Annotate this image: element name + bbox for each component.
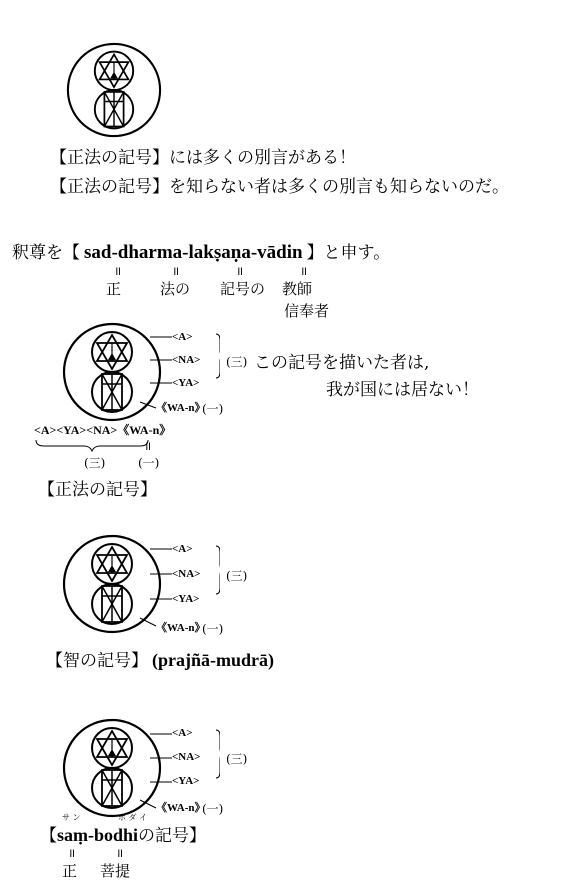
equals-mark: ॥ [116, 846, 124, 860]
intro-line-1: 【正法の記号】には多くの別言がある！ [50, 148, 356, 168]
label-a: <A> [172, 543, 193, 555]
formula-one: (一) [138, 456, 160, 470]
equals-mark: ॥ [114, 264, 122, 278]
label-na: <NA> [172, 568, 201, 580]
section1-heading [12, 243, 390, 263]
heading-lead: 釈尊を【 [12, 243, 80, 263]
label-a: <A> [172, 331, 193, 343]
wisdom-sanskrit: (prajñā-mudrā) [152, 650, 274, 670]
gloss-laksana: 記号の [220, 280, 266, 298]
label-three: (三) [226, 569, 248, 583]
label-a: <A> [172, 727, 193, 739]
label-one: (一) [202, 622, 224, 636]
intro-line-2: 【正法の記号】を知らない者は多くの別言も知らないのだ。 [50, 177, 509, 197]
formula: <A><YA><NA>《WA-n》 [34, 423, 172, 437]
wisdom-name: 【智の記号】 [46, 651, 148, 671]
dharma-emblem-top [66, 42, 162, 138]
label-one: (一) [202, 402, 224, 416]
note-line-2: 我が国には居ない！ [326, 380, 479, 400]
heading-tail: 】と申す。 [306, 243, 391, 263]
equals-mark: ॥ [172, 264, 180, 278]
gloss-vadin-2: 信奉者 [284, 302, 330, 320]
label-wan: 《WA-n》 [156, 622, 206, 634]
formula-three: (三) [84, 456, 106, 470]
label-one: (一) [202, 802, 224, 816]
label-na: <NA> [172, 751, 201, 763]
note-line-1: この記号を描いた者は, [254, 353, 430, 373]
gloss-sad: 正 [106, 280, 122, 298]
label-wan: 《WA-n》 [156, 802, 206, 814]
gloss-sam: 正 [62, 862, 78, 880]
equals-mark: ॥ [236, 264, 244, 278]
ruby-san: サ ン [62, 813, 81, 822]
name-open: 【 [40, 826, 57, 846]
label-three: (三) [226, 752, 248, 766]
sambodhi-sanskrit: saṃ-bodhi [57, 825, 139, 845]
equals-mark: ॥ [68, 846, 76, 860]
section1-name: 【正法の記号】 [38, 480, 157, 500]
label-ya: <YA> [172, 593, 200, 605]
ruby-bodai: ボ ダ イ [118, 813, 148, 822]
section3-name [40, 825, 206, 846]
gloss-bodhi: 菩提 [100, 862, 131, 880]
label-wan: 《WA-n》 [156, 402, 206, 414]
label-na: <NA> [172, 354, 201, 366]
equals-mark: ॥ [300, 264, 308, 278]
sanskrit-term: sad-dharma-lakṣaṇa-vādin [84, 242, 303, 263]
label-ya: <YA> [172, 377, 200, 389]
gloss-dharma: 法の [160, 280, 191, 298]
label-ya: <YA> [172, 775, 200, 787]
formula-brace [34, 438, 154, 452]
gloss-vadin: 教師 [282, 280, 313, 298]
name-close: の記号】 [138, 826, 207, 846]
section2-name [46, 650, 274, 671]
equals-mark: ॥ [144, 439, 152, 453]
label-three: (三) [226, 355, 248, 369]
